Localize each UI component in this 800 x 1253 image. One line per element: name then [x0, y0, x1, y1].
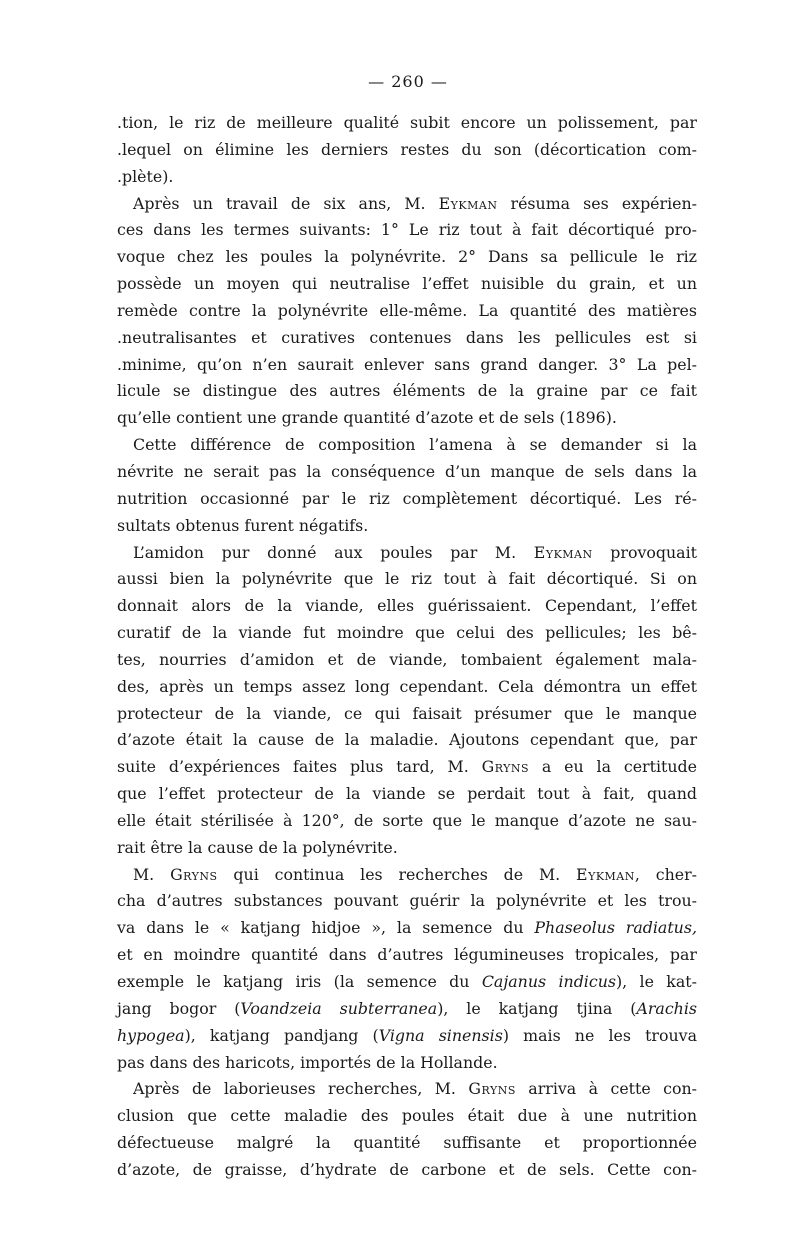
species-name: Arachis [636, 998, 697, 1018]
paragraph-2 [117, 191, 697, 433]
text-line: Après un travail de six ans, M. Eykman résuma ses expérien- [133, 193, 697, 213]
text-line: .lequel on élimine les derniers restes du son (décortication com- [117, 139, 697, 159]
text-line: exemple le katjang iris (la semence du Cajanus indicus), le kat- [117, 972, 697, 991]
paragraph-3 [117, 432, 697, 539]
text-line: donnait alors de la viande, elles guérissaient. Cependant, l’effet [117, 596, 697, 616]
body-text [117, 110, 697, 1184]
text-line: des, après un temps assez long cependant. Cela démontra un effet [117, 676, 697, 696]
text-line: et en moindre quantité dans d’autres légumineuses tropicales, par [117, 945, 697, 965]
paragraph-6 [117, 1076, 697, 1183]
species-name: hypogea [117, 1025, 185, 1045]
species-name: Voandzeia subterranea [240, 998, 438, 1018]
paragraph-4 [117, 540, 697, 862]
text-line: qu’elle contient une grande quantité d’azote et de sels (1896). [117, 408, 617, 428]
text-line: voque chez les poules la polynévrite. 2° Dans sa pellicule le riz [117, 247, 697, 267]
text-line: sultats obtenus furent négatifs. [117, 515, 369, 535]
text-line: d’azote, de graisse, d’hydrate de carbone et de sels. Cette con- [117, 1159, 697, 1179]
author-name: Gryns [481, 757, 530, 777]
text-line: hypogea), katjang pandjang (Vigna sinensis) mais ne les trouva [117, 1025, 697, 1045]
author-name: Gryns [170, 864, 218, 884]
text-line: ces dans les termes suivants: 1° Le riz tout à fait décortiqué pro- [117, 220, 697, 240]
paragraph-5 [117, 862, 697, 1077]
text-line: .tion, le riz de meilleure qualité subit encore un polissement, par [117, 113, 697, 132]
species-name: Cajanus indicus [481, 972, 616, 991]
text-line: remède contre la polynévrite elle-même. La quantité des matières [117, 300, 697, 320]
text-line: nutrition occasionné par le riz complètement décortiqué. Les ré- [117, 488, 697, 508]
text-line: elle était stérilisée à 120°, de sorte que le manque d’azote ne sau- [117, 810, 697, 830]
species-name: Vigna sinensis [378, 1025, 503, 1045]
text-line: L’amidon pur donné aux poules par M. Eykman provoquait [133, 542, 697, 562]
page-number: — 260 — [368, 72, 448, 91]
text-line: .plète). [117, 166, 174, 186]
text-line: clusion que cette maladie des poules était due à une nutrition [117, 1106, 697, 1126]
text-line: Cette différence de composition l’amena à se demander si la [133, 435, 697, 455]
text-line: aussi bien la polynévrite que le riz tout à fait décortiqué. Si on [117, 569, 697, 589]
text-line: cha d’autres substances pouvant guérir la polynévrite et les trou- [117, 891, 697, 911]
text-line: névrite ne serait pas la conséquence d’un manque de sels dans la [117, 461, 697, 481]
text-line: Après de laborieuses recherches, M. Gryns arriva à cette con- [133, 1079, 698, 1099]
text-line: que l’effet protecteur de la viande se perdait tout à fait, quand [117, 784, 697, 804]
author-name: Eykman [533, 542, 593, 562]
author-name: Eykman [576, 864, 635, 884]
species-name: Phaseolus radiatus, [534, 918, 697, 938]
text-line: protecteur de la viande, ce qui faisait présumer que le manque [117, 703, 697, 723]
text-line: tes, nourries d’amidon et de viande, tombaient également mala- [117, 649, 697, 669]
text-line: va dans le « katjang hidjoe », la semence du Phaseolus radiatus, [117, 918, 697, 938]
text-line: curatif de la viande fut moindre que celui des pellicules; les bê- [117, 623, 697, 643]
author-name: Gryns [468, 1079, 516, 1099]
text-line: licule se distingue des autres éléments de la graine par ce fait [117, 381, 697, 401]
text-line: M. Gryns qui continua les recherches de M. Eykman, cher- [133, 864, 698, 884]
text-line: .minime, qu’on n’en saurait enlever sans grand danger. 3° La pel- [117, 354, 697, 374]
author-name: Eykman [438, 193, 498, 213]
text-line: jang bogor (Voandzeia subterranea), le katjang tjina (Arachis [117, 998, 697, 1018]
text-line: d’azote était la cause de la maladie. Ajoutons cependant que, par [117, 730, 697, 750]
text-line: .neutralisantes et curatives contenues dans les pellicules est si [117, 327, 697, 347]
text-line: rait être la cause de la polynévrite. [117, 837, 398, 857]
paragraph-1 [117, 110, 697, 191]
text-line: suite d’expériences faites plus tard, M. Gryns a eu la certitude [117, 757, 697, 777]
text-line: pas dans des haricots, importés de la Hollande. [117, 1052, 498, 1072]
text-line: défectueuse malgré la quantité suffisante et proportionnée [117, 1133, 697, 1153]
text-line: possède un moyen qui neutralise l’effet nuisible du grain, et un [117, 274, 697, 294]
